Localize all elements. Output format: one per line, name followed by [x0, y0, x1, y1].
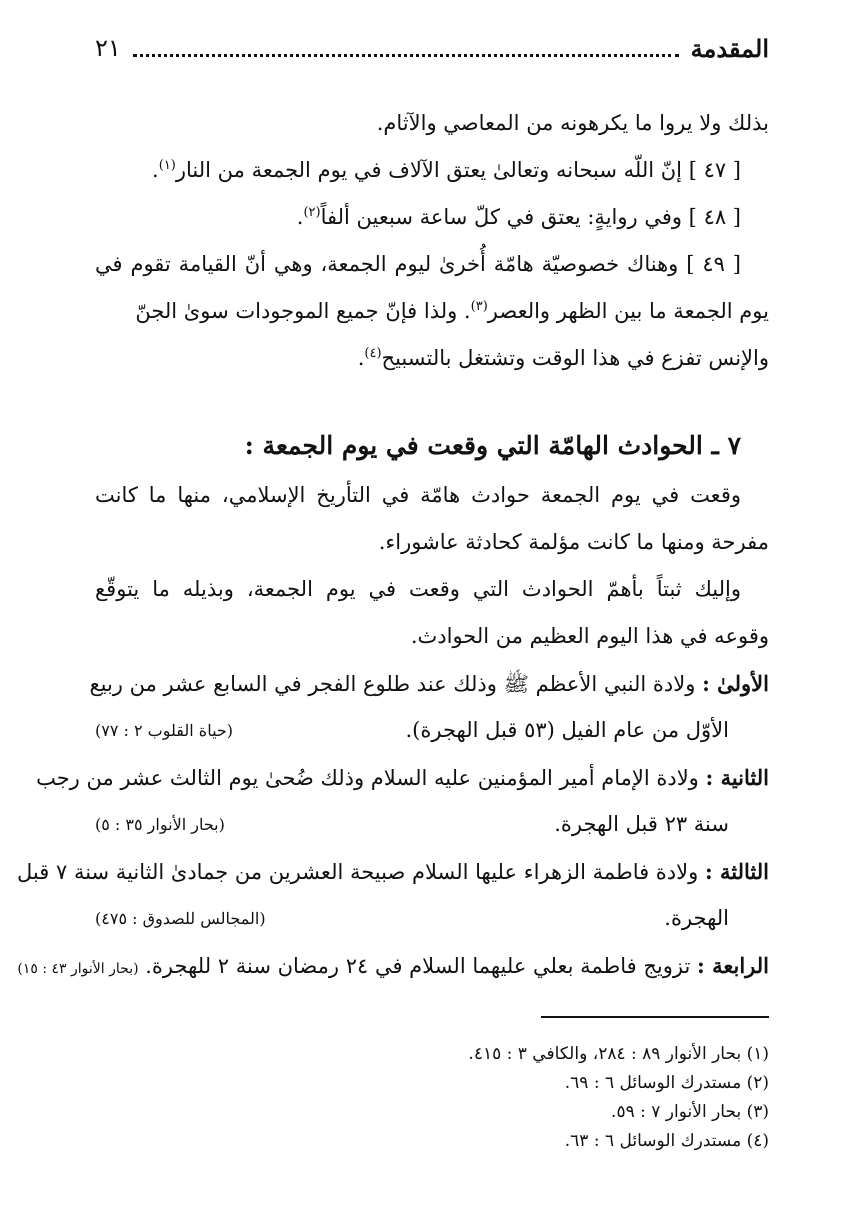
event-first-label: الأولىٰ :: [702, 671, 769, 696]
footnotes: [269, 1040, 769, 1156]
chapter-title: المقدمة: [690, 33, 769, 63]
event-first-line2: [95, 707, 769, 754]
event-first-line1: [89, 660, 769, 707]
hadith-49-line3: والإنس تفزع في هذا الوقت وتشتغل بالتسبيح$^{(٤)}$.: [357, 346, 769, 370]
hadith-49-line1: [ ٤٩ ] وهناك خصوصيّة هامّة أُخرىٰ ليوم الجمعة، وهي أنّ القيامة تقوم في: [95, 252, 741, 276]
hadith-49-line2: [95, 288, 769, 335]
intro-line1: وقعت في يوم الجمعة حوادث هامّة في التأريخ الإسلامي، منها ما كانت: [95, 483, 741, 507]
footnote-item: (٣) بحار الأنوار ٧ : ٥٩.: [611, 1102, 769, 1122]
list-intro-line2: وقوعه في هذا اليوم العظيم من الحوادث.: [410, 624, 769, 648]
event-fourth-source: (بحار الأنوار ٤٣ : ١٥): [17, 961, 139, 977]
section-heading: ٧ ـ الحوادث الهامّة التي وقعت في يوم الجمعة :: [244, 431, 741, 460]
dotted-leader: [133, 40, 679, 57]
paragraph-line: بذلك ولا يروا ما يكرهونه من المعاصي والآثام.: [376, 111, 769, 135]
footnote-ref-2: (٢): [303, 205, 321, 220]
footnote-ref-4: (٤): [364, 346, 382, 361]
page-body: [17, 100, 769, 989]
event-third-source: (المجالس للصدوق : ٤٧٥): [95, 909, 266, 928]
footnote-ref-3: (٣): [470, 299, 488, 314]
footnote-item: (١) بحار الأنوار ٨٩ : ٢٨٤، والكافي ٣ : ٤١٥.: [468, 1044, 769, 1064]
footnote-item: (٤) مستدرك الوسائل ٦ : ٦٣.: [564, 1131, 769, 1151]
event-second-text2: سنة ٢٣ قبل الهجرة.: [554, 812, 729, 836]
event-third-line2: [95, 895, 769, 942]
page-number: ٢١: [95, 34, 121, 62]
event-first-source: (حياة القلوب ٢ : ٧٧): [95, 721, 234, 740]
footnote-item: (٢) مستدرك الوسائل ٦ : ٦٩.: [564, 1073, 769, 1093]
event-third-text: ولادة فاطمة الزهراء عليها السلام صبيحة العشرين من جمادىٰ الثانية سنة ٧ قبل: [17, 860, 699, 884]
event-second-label: الثانية :: [705, 765, 769, 790]
hadith-49-line2b: . ولذا فإنّ جميع الموجودات سوىٰ الجنّ: [135, 299, 471, 323]
event-fourth-label: الرابعة :: [697, 953, 769, 978]
list-intro-line1: وإليك ثبتاً بأهمّ الحوادث التي وقعت في يوم الجمعة، وبذيله ما يتوقّع: [95, 577, 741, 601]
event-second-line1: [36, 754, 769, 801]
event-fourth-line1: [17, 942, 769, 989]
event-first-text2: الأوّل من عام الفيل (٥٣ قبل الهجرة).: [405, 718, 729, 742]
hadith-47-text: [ ٤٧ ] إنّ اللّه سبحانه وتعالىٰ يعتق الآلاف في يوم الجمعة من النار: [175, 158, 741, 182]
hadith-48: [ ٤٨ ] وفي روايةٍ: يعتق في كلّ ساعة سبعين ألفاً$^{(٢)}$.: [296, 205, 741, 229]
hadith-48-text: [ ٤٨ ] وفي روايةٍ: يعتق في كلّ ساعة سبعين ألفاً: [320, 205, 741, 229]
event-second-source: (بحار الأنوار ٣٥ : ٥): [95, 815, 225, 834]
hadith-49-line3-text: والإنس تفزع في هذا الوقت وتشتغل بالتسبيح: [381, 346, 769, 370]
event-third-label: الثالثة :: [704, 859, 769, 884]
footnote-ref-1: (١): [158, 158, 176, 173]
hadith-47: [ ٤٧ ] إنّ اللّه سبحانه وتعالىٰ يعتق الآلاف في يوم الجمعة من النار$^{(١)}$.: [152, 158, 741, 182]
event-second-line2: [95, 801, 769, 848]
event-first-text: ولادة النبي الأعظم ﷺ وذلك عند طلوع الفجر في السابع عشر من ربيع: [89, 672, 696, 696]
event-third-text2: الهجرة.: [664, 906, 729, 930]
page-header: [95, 30, 769, 66]
event-third-line1: [17, 848, 769, 895]
hadith-49-line2a: يوم الجمعة ما بين الظهر والعصر: [487, 299, 769, 323]
event-fourth-text: تزويج فاطمة بعلي عليهما السلام في ٢٤ رمضان سنة ٢ للهجرة.: [145, 954, 691, 978]
intro-line2: مفرحة ومنها ما كانت مؤلمة كحادثة عاشوراء.: [378, 530, 769, 554]
footnote-divider: [541, 1016, 769, 1018]
event-second-text: ولادة الإمام أمير المؤمنين عليه السلام وذلك ضُحىٰ يوم الثالث عشر من رجب: [36, 766, 699, 790]
